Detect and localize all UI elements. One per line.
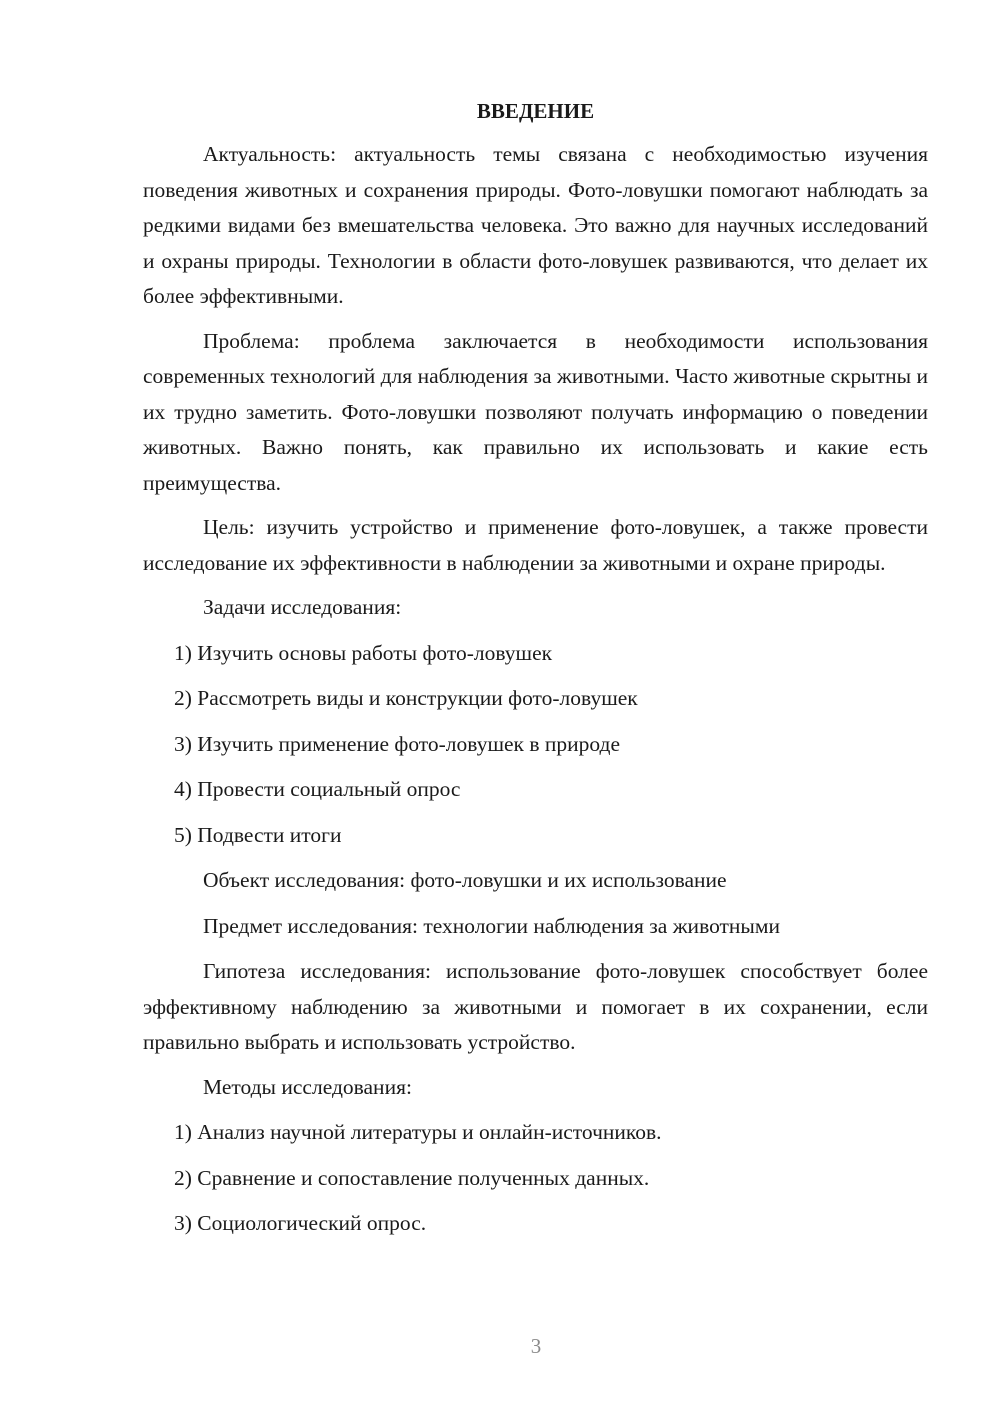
paragraph-goal: Цель: изучить устройство и применение фото-ловушек, а также провести исследование их эффективности в наблюдении за животными и охране природы. bbox=[143, 515, 928, 575]
task-item: 5) Подвести итоги bbox=[174, 822, 342, 847]
research-object: Объект исследования: фото-ловушки и их использование bbox=[203, 868, 727, 892]
method-item: 3) Социологический опрос. bbox=[174, 1211, 427, 1235]
page-number: 3 bbox=[530, 1334, 542, 1358]
paragraph-hypothesis: Гипотеза исследования: использование фото-ловушек способствует более эффективному наблюдению за животными и помогает в их сохранении, если правильно выбрать и использовать устройство. bbox=[143, 959, 928, 1054]
section-heading: ВВЕДЕНИЕ bbox=[476, 99, 595, 123]
tasks-title: Задачи исследования: bbox=[203, 595, 402, 619]
method-item: 2) Сравнение и сопоставление полученных данных. bbox=[174, 1165, 650, 1190]
page-content bbox=[143, 95, 928, 1252]
paragraph-problem: Проблема: проблема заключается в необходимости использования современных технологий для наблюдения за животными. Часто животные скрытны и их трудно заметить. Фото-ловушки позволяют получать информацию о поведении животных. Важно понять, как правильно их использовать и какие есть преимущества. bbox=[143, 328, 928, 495]
task-item: 2) Рассмотреть виды и конструкции фото-ловушек bbox=[174, 686, 638, 710]
method-item: 1) Анализ научной литературы и онлайн-источников. bbox=[174, 1120, 662, 1144]
task-item: 3) Изучить применение фото-ловушек в природе bbox=[174, 731, 621, 756]
task-item: 4) Провести социальный опрос bbox=[174, 777, 461, 801]
paragraph-relevance: Актуальность: актуальность темы связана с необходимостью изучения поведения животных и сохранения природы. Фото-ловушки помогают наблюдать за редкими видами без вмешательства человека. Это важно для научных исследований и охраны природы. Технологии в области фото-ловушек развиваются, что делает их более эффективными. bbox=[143, 142, 928, 308]
task-item: 1) Изучить основы работы фото-ловушек bbox=[174, 640, 553, 665]
research-subject: Предмет исследования: технологии наблюдения за животными bbox=[203, 913, 780, 938]
methods-title: Методы исследования: bbox=[203, 1074, 412, 1099]
